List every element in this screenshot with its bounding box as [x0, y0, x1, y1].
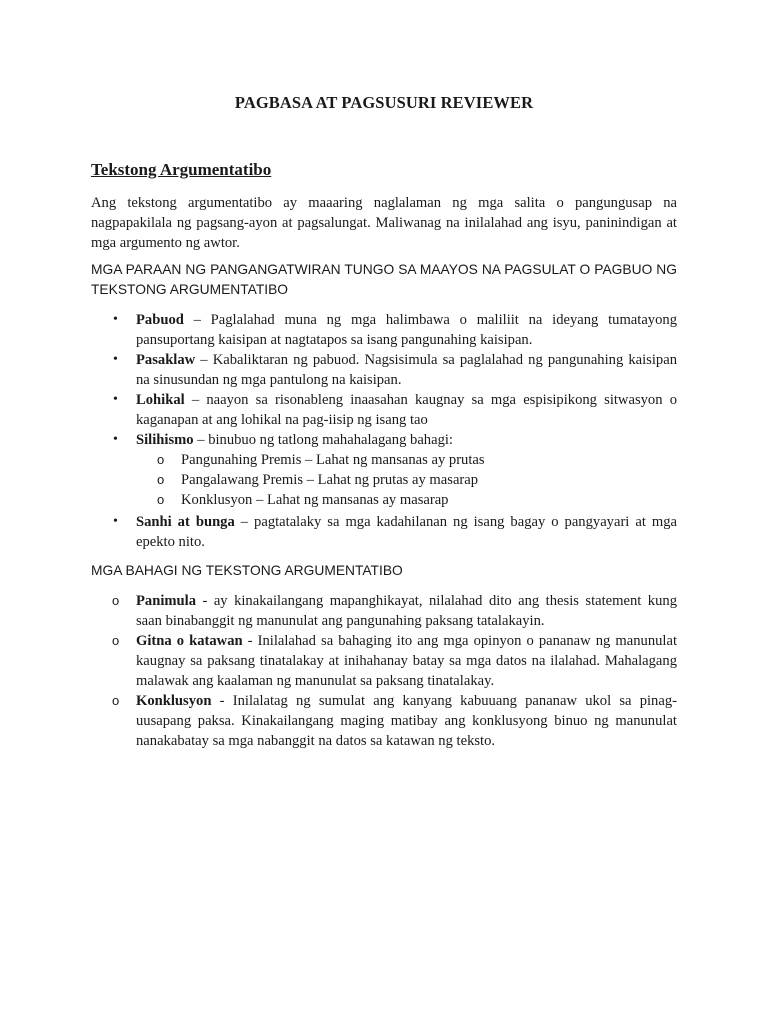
part-text — [136, 631, 677, 691]
sub-item-text: Pangalawang Premis – Lahat ng prutas ay masarap — [181, 472, 479, 488]
methods-heading: MGA PARAAN NG PANGANGATWIRAN TUNGO SA MAAYOS NA PAGSULAT O PAGBUO NG TEKSTONG ARGUMENTATIBO — [91, 262, 677, 297]
list-item — [91, 430, 677, 510]
bullet-icon: • — [113, 352, 118, 367]
part-term: Gitna o katawan — [136, 633, 243, 649]
bullet-icon: • — [113, 514, 118, 529]
list-item — [91, 691, 677, 751]
list-item — [91, 591, 677, 631]
method-description: – naayon sa risonableng inaasahan kaugnay sa mga espisipikong sitwasyon o kaganapan at ang lohikal na pag-iisip ng isang tao — [136, 392, 677, 428]
sub-item-text: Pangunahing Premis – Lahat ng mansanas ay prutas — [181, 452, 485, 468]
method-term: Silihismo — [136, 432, 194, 448]
sub-list-item — [136, 490, 677, 510]
syllogism-sublist — [136, 450, 677, 510]
section-heading: Tekstong Argumentatibo — [91, 160, 272, 179]
list-item — [91, 631, 677, 691]
part-description: - Inilalahad sa bahaging ito ang mga opinyon o pananaw ng manunulat kaugnay sa paksang tinatalakay at inihahanay batay sa mga datos na ilalahad. Mahalagang malawak ang kaalaman ng manunulat sa paksang tinatalakay. — [136, 633, 677, 689]
circle-bullet-icon: o — [157, 472, 165, 487]
part-term: Konklusyon — [136, 693, 212, 709]
method-description: – Paglalahad muna ng mga halimbawa o maliliit na ideyang tumatayong pansuportang kaisipan at nagtatapos sa isang pangunahing kaisipan. — [136, 312, 677, 348]
circle-bullet-icon: o — [157, 492, 165, 507]
method-text — [136, 390, 677, 430]
method-text — [136, 430, 677, 450]
methods-list — [91, 310, 677, 552]
sub-item-text: Konklusyon – Lahat ng mansanas ay masarap — [181, 492, 449, 508]
method-term: Lohikal — [136, 392, 185, 408]
intro-paragraph: Ang tekstong argumentatibo ay maaaring naglalaman ng mga salita o pangungusap na nagpapakilala ng pagsang-ayon at pagsalungat. Maliwanag na inilalahad ang isyu, paninindigan at mga argumento ng awtor. — [91, 195, 677, 251]
method-description: – pagtatalaky sa mga kadahilanan ng isang bagay o pangyayari at mga epekto nito. — [136, 514, 677, 550]
bullet-icon: • — [113, 392, 118, 407]
bullet-icon: • — [113, 432, 118, 447]
document-title: PAGBASA AT PAGSUSURI REVIEWER — [234, 93, 534, 112]
method-text — [136, 310, 677, 350]
sub-list-item — [136, 450, 677, 470]
circle-bullet-icon: o — [112, 593, 120, 608]
list-item — [91, 350, 677, 390]
method-description: – Kabaliktaran ng pabuod. Nagsisimula sa paglalahad ng pangunahing kaisipan na sinusundan ng mga pantulong na kaisipan. — [136, 352, 677, 388]
method-term: Sanhi at bunga — [136, 514, 235, 530]
parts-list — [91, 591, 677, 751]
parts-heading: MGA BAHAGI NG TEKSTONG ARGUMENTATIBO — [91, 563, 403, 578]
part-term: Panimula — [136, 593, 197, 609]
part-description: - Inilalatag ng sumulat ang kanyang kabuuang pananaw ukol sa pinag-uusapang paksa. Kinakailangang maging matibay ang konklusyong binuo ng manunulat nanakabatay sa mga nabanggit na datos sa katawan ng teksto. — [136, 693, 677, 749]
sub-list-item — [136, 470, 677, 490]
part-text — [136, 591, 677, 631]
list-item — [91, 512, 677, 552]
method-term: Pabuod — [136, 312, 184, 328]
circle-bullet-icon: o — [157, 452, 165, 467]
circle-bullet-icon: o — [112, 693, 120, 708]
part-text — [136, 691, 677, 751]
list-item — [91, 390, 677, 430]
bullet-icon: • — [113, 312, 118, 327]
circle-bullet-icon: o — [112, 633, 120, 648]
list-item — [91, 310, 677, 350]
method-text — [136, 512, 677, 552]
method-term: Pasaklaw — [136, 352, 196, 368]
method-description: – binubuo ng tatlong mahahalagang bahagi: — [193, 432, 453, 448]
part-description: - ay kinakailangang mapanghikayat, nilalahad dito ang thesis statement kung saan binabanggit ng manunulat ang pangunahing paksang tatalakayin. — [136, 593, 677, 629]
method-text — [136, 350, 677, 390]
